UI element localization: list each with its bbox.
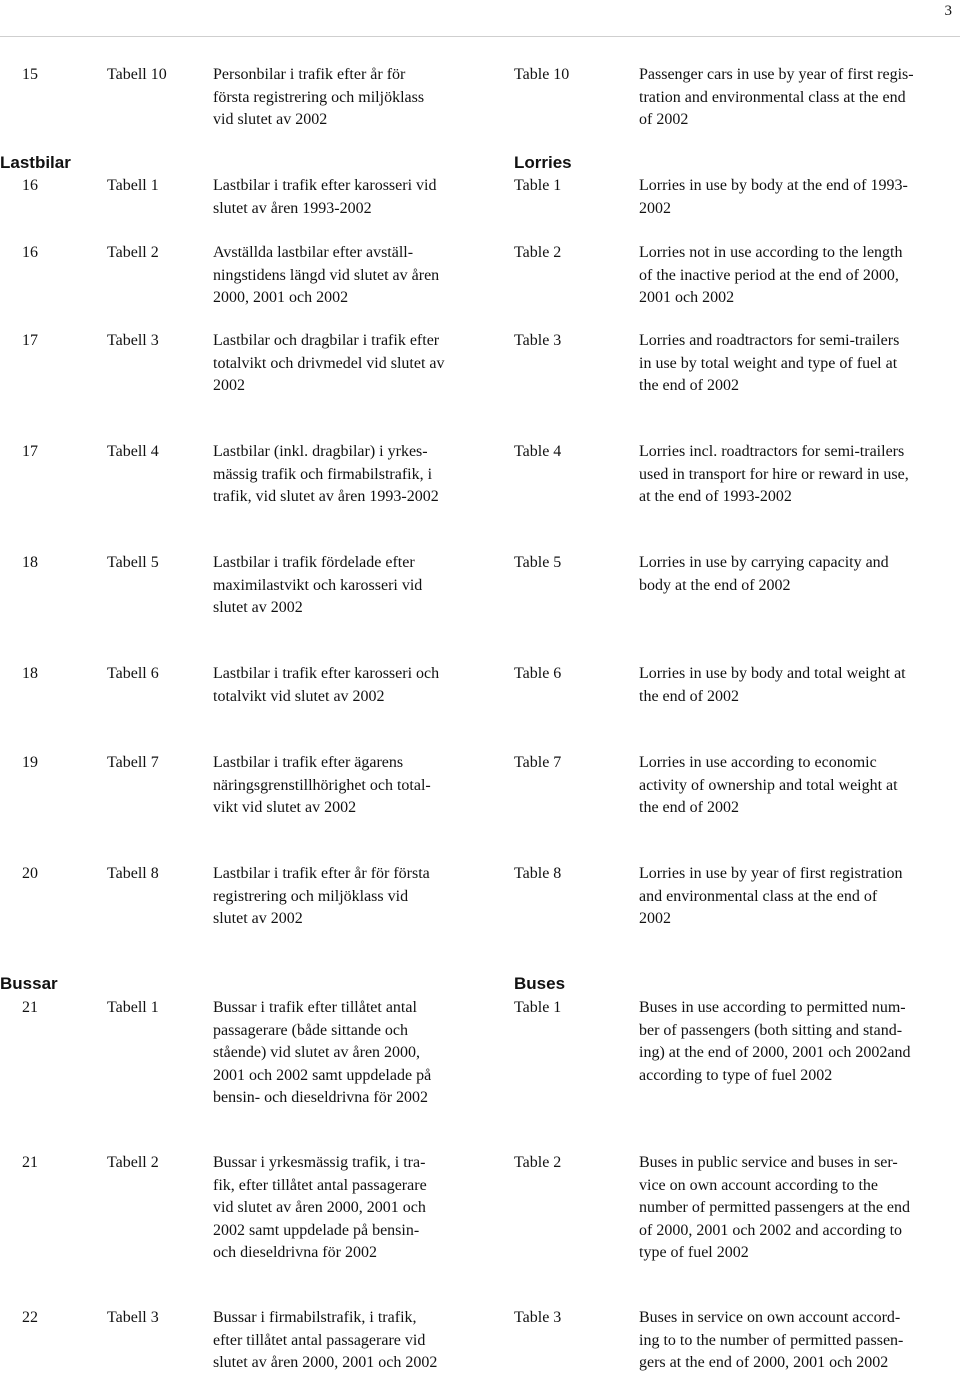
row-english-title [639,242,902,310]
en-line: Buses in service on own account accord- [639,1309,901,1326]
row-english-title [639,552,889,597]
sv-line: näringsgrenstillhörighet och total- [213,776,431,794]
row-swedish-title [213,752,431,820]
row-page-number: 17 [22,443,38,460]
row-tabell-label: Tabell 10 [107,66,167,83]
en-line: Lorries in use by body and total weight at [639,665,906,682]
en-line: of the inactive period at the end of 2000, [639,266,899,284]
row-swedish-title [213,242,439,310]
en-line: vice on own account according to the [639,1176,879,1194]
page-number: 3 [944,3,952,19]
sv-line: slutet av åren 1993-2002 [213,199,372,217]
row-table-label: Table 6 [514,665,562,682]
row-english-title [639,1307,903,1375]
sv-line: ningstidens längd vid slutet av åren [213,266,440,284]
en-line: Lorries in use according to economic [639,754,877,771]
sv-line: Lastbilar (inkl. dragbilar) i yrkes- [213,443,428,460]
row-swedish-title [213,552,422,620]
row-english-title [639,441,909,509]
row-tabell-label: Tabell 3 [107,332,159,349]
sv-line: Lastbilar i trafik efter år för första [213,865,430,882]
sv-line: fik, efter tillåtet antal passagerare [213,1176,427,1194]
row-tabell-label: Tabell 1 [107,999,159,1016]
row-table-label: Table 2 [514,244,562,261]
row-swedish-title [213,1307,437,1375]
en-line: of 2002 [639,111,689,128]
en-line: gers at the end of 2000, 2001 och 2002 [639,1354,889,1371]
en-line: number of permitted passengers at the end [639,1199,911,1216]
row-swedish-title [213,441,439,509]
en-line: at the end of 1993-2002 [639,488,792,505]
row-tabell-label: Tabell 1 [107,177,159,194]
header-rule [0,36,960,37]
row-table-label: Table 10 [514,66,570,83]
en-line: of 2000, 2001 och 2002 and according to [639,1221,903,1239]
sv-line: Lastbilar i trafik efter karosseri och [213,665,440,682]
sv-line: Lastbilar och dragbilar i trafik efter [213,332,440,349]
row-english-title [639,330,899,398]
row-english-title [639,752,898,820]
row-page-number: 20 [22,865,38,882]
sv-line: stående) vid slutet av åren 2000, [213,1044,421,1061]
en-line: type of fuel 2002 [639,1244,749,1261]
en-line: 2001 och 2002 [639,289,735,306]
en-line: Lorries in use by body at the end of 1993- [639,177,908,194]
en-line: Buses in public service and buses in ser- [639,1154,898,1171]
en-line: Lorries in use by year of first registration [639,865,903,882]
sv-line: slutet av åren 2000, 2001 och 2002 [213,1354,438,1371]
sv-line: Lastbilar i trafik efter karosseri vid [213,177,437,194]
row-tabell-label: Tabell 3 [107,1309,159,1326]
sv-line: Bussar i firmabilstrafik, i trafik, [213,1309,417,1326]
sv-line: 2001 och 2002 samt uppdelade på [213,1066,432,1084]
row-tabell-label: Tabell 4 [107,443,159,460]
row-tabell-label: Tabell 8 [107,865,159,882]
sv-line: slutet av 2002 [213,599,303,616]
en-line: the end of 2002 [639,799,739,816]
row-table-label: Table 8 [514,865,562,882]
sv-line: maximilastvikt och karosseri vid [213,576,423,594]
row-page-number: 16 [22,244,38,261]
en-line: ing to to the number of permitted passen- [639,1331,904,1349]
row-english-title [639,175,908,220]
sv-line: och dieseldrivna för 2002 [213,1244,377,1261]
row-swedish-title [213,175,436,220]
sv-line: första registrering och miljöklass [213,88,425,106]
sv-line: vikt vid slutet av 2002 [213,799,357,816]
en-line: Lorries in use by carrying capacity and [639,554,889,571]
en-line: body at the end of 2002 [639,576,791,594]
en-line: 2002 [639,199,671,217]
en-line: the end of 2002 [639,377,739,394]
sv-line: efter tillåtet antal passagerare vid [213,1331,426,1349]
sv-line: Lastbilar i trafik efter ägarens [213,754,404,771]
row-swedish-title [213,997,431,1110]
en-line: Lorries incl. roadtractors for semi-trailers [639,443,905,460]
sv-line: totalvikt och drivmedel vid slutet av [213,354,445,372]
en-line: ing) at the end of 2000, 2001 och 2002and [639,1044,911,1061]
row-page-number: 22 [22,1309,38,1326]
row-table-label: Table 1 [514,999,562,1016]
en-line: ber of passengers (both sitting and stand- [639,1021,903,1039]
sv-line: bensin- och dieseldrivna för 2002 [213,1089,429,1106]
en-line: Lorries not in use according to the length [639,244,903,261]
row-swedish-title [213,863,430,931]
row-english-title [639,863,902,931]
sv-line: vid slutet av åren 2000, 2001 och [213,1199,426,1216]
row-tabell-label: Tabell 7 [107,754,159,771]
row-page-number: 21 [22,999,38,1016]
sv-line: 2000, 2001 och 2002 [213,289,349,306]
row-table-label: Table 3 [514,332,562,349]
row-tabell-label: Tabell 2 [107,1154,159,1171]
sv-line: Lastbilar i trafik fördelade efter [213,554,415,571]
row-table-label: Table 5 [514,554,562,571]
row-tabell-label: Tabell 5 [107,554,159,571]
row-page-number: 18 [22,554,38,571]
en-line: tration and environmental class at the end [639,88,906,106]
row-page-number: 15 [22,66,38,83]
row-english-title [639,64,914,132]
sv-line: Avställda lastbilar efter avställ- [213,244,414,261]
en-line: and environmental class at the end of [639,887,878,905]
sv-line: totalvikt vid slutet av 2002 [213,687,385,705]
section-heading-swedish: Bussar [0,974,58,993]
en-line: used in transport for hire or reward in use, [639,465,909,483]
row-table-label: Table 1 [514,177,562,194]
row-english-title [639,1152,910,1265]
row-page-number: 19 [22,754,38,771]
row-page-number: 18 [22,665,38,682]
section-heading-english: Lorries [514,153,572,172]
row-table-label: Table 4 [514,443,562,460]
en-line: Buses in use according to permitted num- [639,999,906,1016]
en-line: the end of 2002 [639,687,739,705]
row-tabell-label: Tabell 2 [107,244,159,261]
row-swedish-title [213,663,439,708]
sv-line: slutet av 2002 [213,910,303,927]
sv-line: Personbilar i trafik efter år för [213,66,406,83]
row-table-label: Table 2 [514,1154,562,1171]
en-line: activity of ownership and total weight at [639,776,898,794]
row-swedish-title [213,330,445,398]
row-table-label: Table 7 [514,754,562,771]
sv-line: 2002 [213,377,245,394]
row-swedish-title [213,64,424,132]
row-english-title [639,997,911,1087]
row-page-number: 16 [22,177,38,194]
section-heading-swedish: Lastbilar [0,153,71,172]
sv-line: 2002 samt uppdelade på bensin- [213,1221,420,1239]
en-line: Lorries and roadtractors for semi-trailers [639,332,900,349]
sv-line: trafik, vid slutet av åren 1993-2002 [213,488,439,505]
en-line: Passenger cars in use by year of first regis- [639,66,914,83]
row-english-title [639,663,906,708]
sv-line: passagerare (både sittande och [213,1021,409,1039]
row-swedish-title [213,1152,427,1265]
sv-line: mässig trafik och firmabilstrafik, i [213,465,433,483]
sv-line: Bussar i yrkesmässig trafik, i tra- [213,1154,426,1171]
en-line: 2002 [639,910,671,927]
sv-line: registrering och miljöklass vid [213,887,409,905]
en-line: in use by total weight and type of fuel at [639,354,898,372]
row-table-label: Table 3 [514,1309,562,1326]
sv-line: vid slutet av 2002 [213,111,328,128]
en-line: according to type of fuel 2002 [639,1066,833,1084]
sv-line: Bussar i trafik efter tillåtet antal [213,999,417,1016]
row-page-number: 21 [22,1154,38,1171]
section-heading-english: Buses [514,974,566,993]
row-page-number: 17 [22,332,38,349]
row-tabell-label: Tabell 6 [107,665,159,682]
